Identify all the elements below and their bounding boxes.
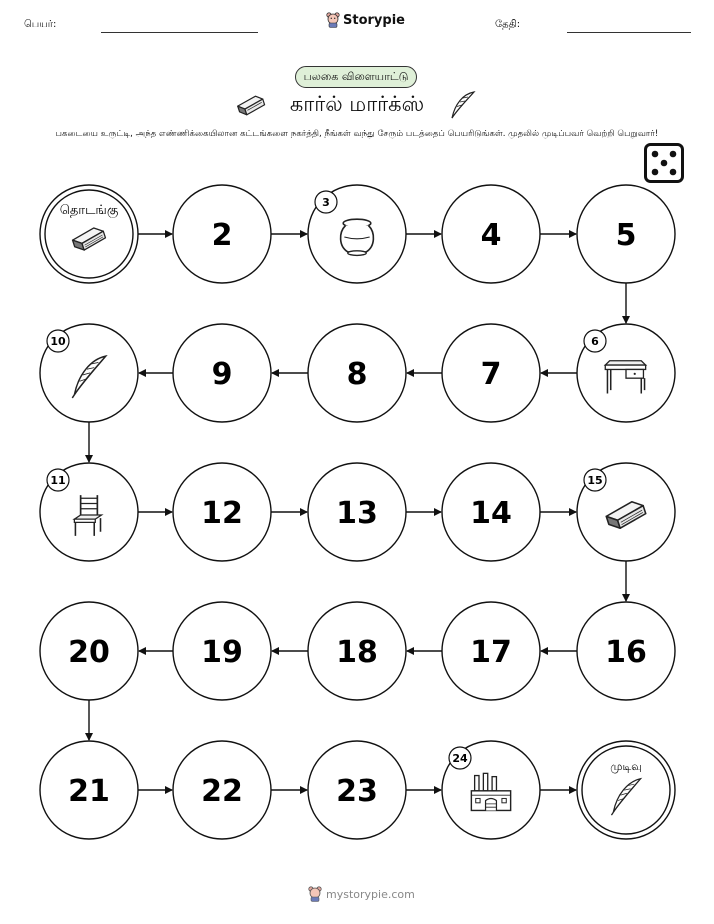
- brand-name: Storypie: [343, 12, 405, 28]
- board-cell-18[interactable]: [308, 602, 406, 700]
- board-cell-17[interactable]: [442, 602, 540, 700]
- cell-number: 23: [336, 774, 378, 809]
- cell-number: 17: [470, 635, 512, 670]
- board-cell-1[interactable]: [40, 185, 138, 283]
- cell-number: 8: [346, 357, 368, 392]
- board-cell-12[interactable]: [173, 463, 271, 561]
- board-cell-5[interactable]: [577, 185, 675, 283]
- cell-number: 3: [322, 196, 330, 209]
- cell-number: 4: [480, 218, 502, 253]
- board-cell-19[interactable]: [173, 602, 271, 700]
- board-cell-16[interactable]: [577, 602, 675, 700]
- cell-number: 20: [68, 635, 110, 670]
- board-cell-23[interactable]: [308, 741, 406, 839]
- board-cell-3[interactable]: [308, 185, 406, 283]
- board-cell-13[interactable]: [308, 463, 406, 561]
- cell-number: 2: [211, 218, 233, 253]
- cell-number: 14: [470, 496, 512, 531]
- cell-number: 13: [336, 496, 378, 531]
- board-cell-4[interactable]: [442, 185, 540, 283]
- board-cell-10[interactable]: [40, 324, 138, 422]
- board-cell-2[interactable]: [173, 185, 271, 283]
- cell-number: 6: [591, 335, 599, 348]
- start-label: தொடங்கு: [59, 203, 119, 218]
- footer-brand: [308, 886, 415, 902]
- board-cell-21[interactable]: [40, 741, 138, 839]
- board-cell-6[interactable]: [577, 324, 675, 422]
- game-title: கார்ல் மார்க்ஸ்: [289, 92, 425, 116]
- board-cell-14[interactable]: [442, 463, 540, 561]
- name-label: பெயர்:: [24, 19, 57, 30]
- board-cell-24[interactable]: [442, 741, 540, 839]
- cell-number: 11: [50, 474, 66, 487]
- cell-number: 10: [50, 335, 66, 348]
- board-cell-7[interactable]: [442, 324, 540, 422]
- cell-number: 21: [68, 774, 110, 809]
- board-cell-8[interactable]: [308, 324, 406, 422]
- board-cells: [40, 185, 675, 839]
- date-label: தேதி:: [495, 19, 521, 30]
- pot-icon: [341, 219, 374, 255]
- cell-number: 22: [201, 774, 243, 809]
- cell-number: 9: [211, 357, 233, 392]
- cell-number: 5: [615, 218, 637, 253]
- board-cell-11[interactable]: [40, 463, 138, 561]
- board-cell-20[interactable]: [40, 602, 138, 700]
- cell-number: 16: [605, 635, 647, 670]
- cell-number: 12: [201, 496, 243, 531]
- cell-number: 19: [201, 635, 243, 670]
- finish-label: முடிவு: [610, 760, 642, 773]
- cell-number: 15: [587, 474, 603, 487]
- board-cell-25[interactable]: [577, 741, 675, 839]
- board-cell-22[interactable]: [173, 741, 271, 839]
- bear-icon: [308, 886, 322, 902]
- board-cell-9[interactable]: [173, 324, 271, 422]
- cell-number: 24: [452, 752, 468, 765]
- cell-number: 18: [336, 635, 378, 670]
- instructions-text: பகடையை உருட்டி, அந்த எண்ணிக்கையிலான கட்டங்களை நகர்த்தி, நீங்கள் வந்து சேரும் படத்தைப் பெயரிடுங்கள். முதலில் முடிப்பவர் வெற்றி பெறுவார்!: [55, 129, 659, 139]
- footer-site[interactable]: mystorypie.com: [326, 887, 415, 901]
- board-cell-15[interactable]: [577, 463, 675, 561]
- game-type-badge: பலகை விளையாட்டு: [295, 66, 417, 88]
- cell-number: 7: [480, 357, 502, 392]
